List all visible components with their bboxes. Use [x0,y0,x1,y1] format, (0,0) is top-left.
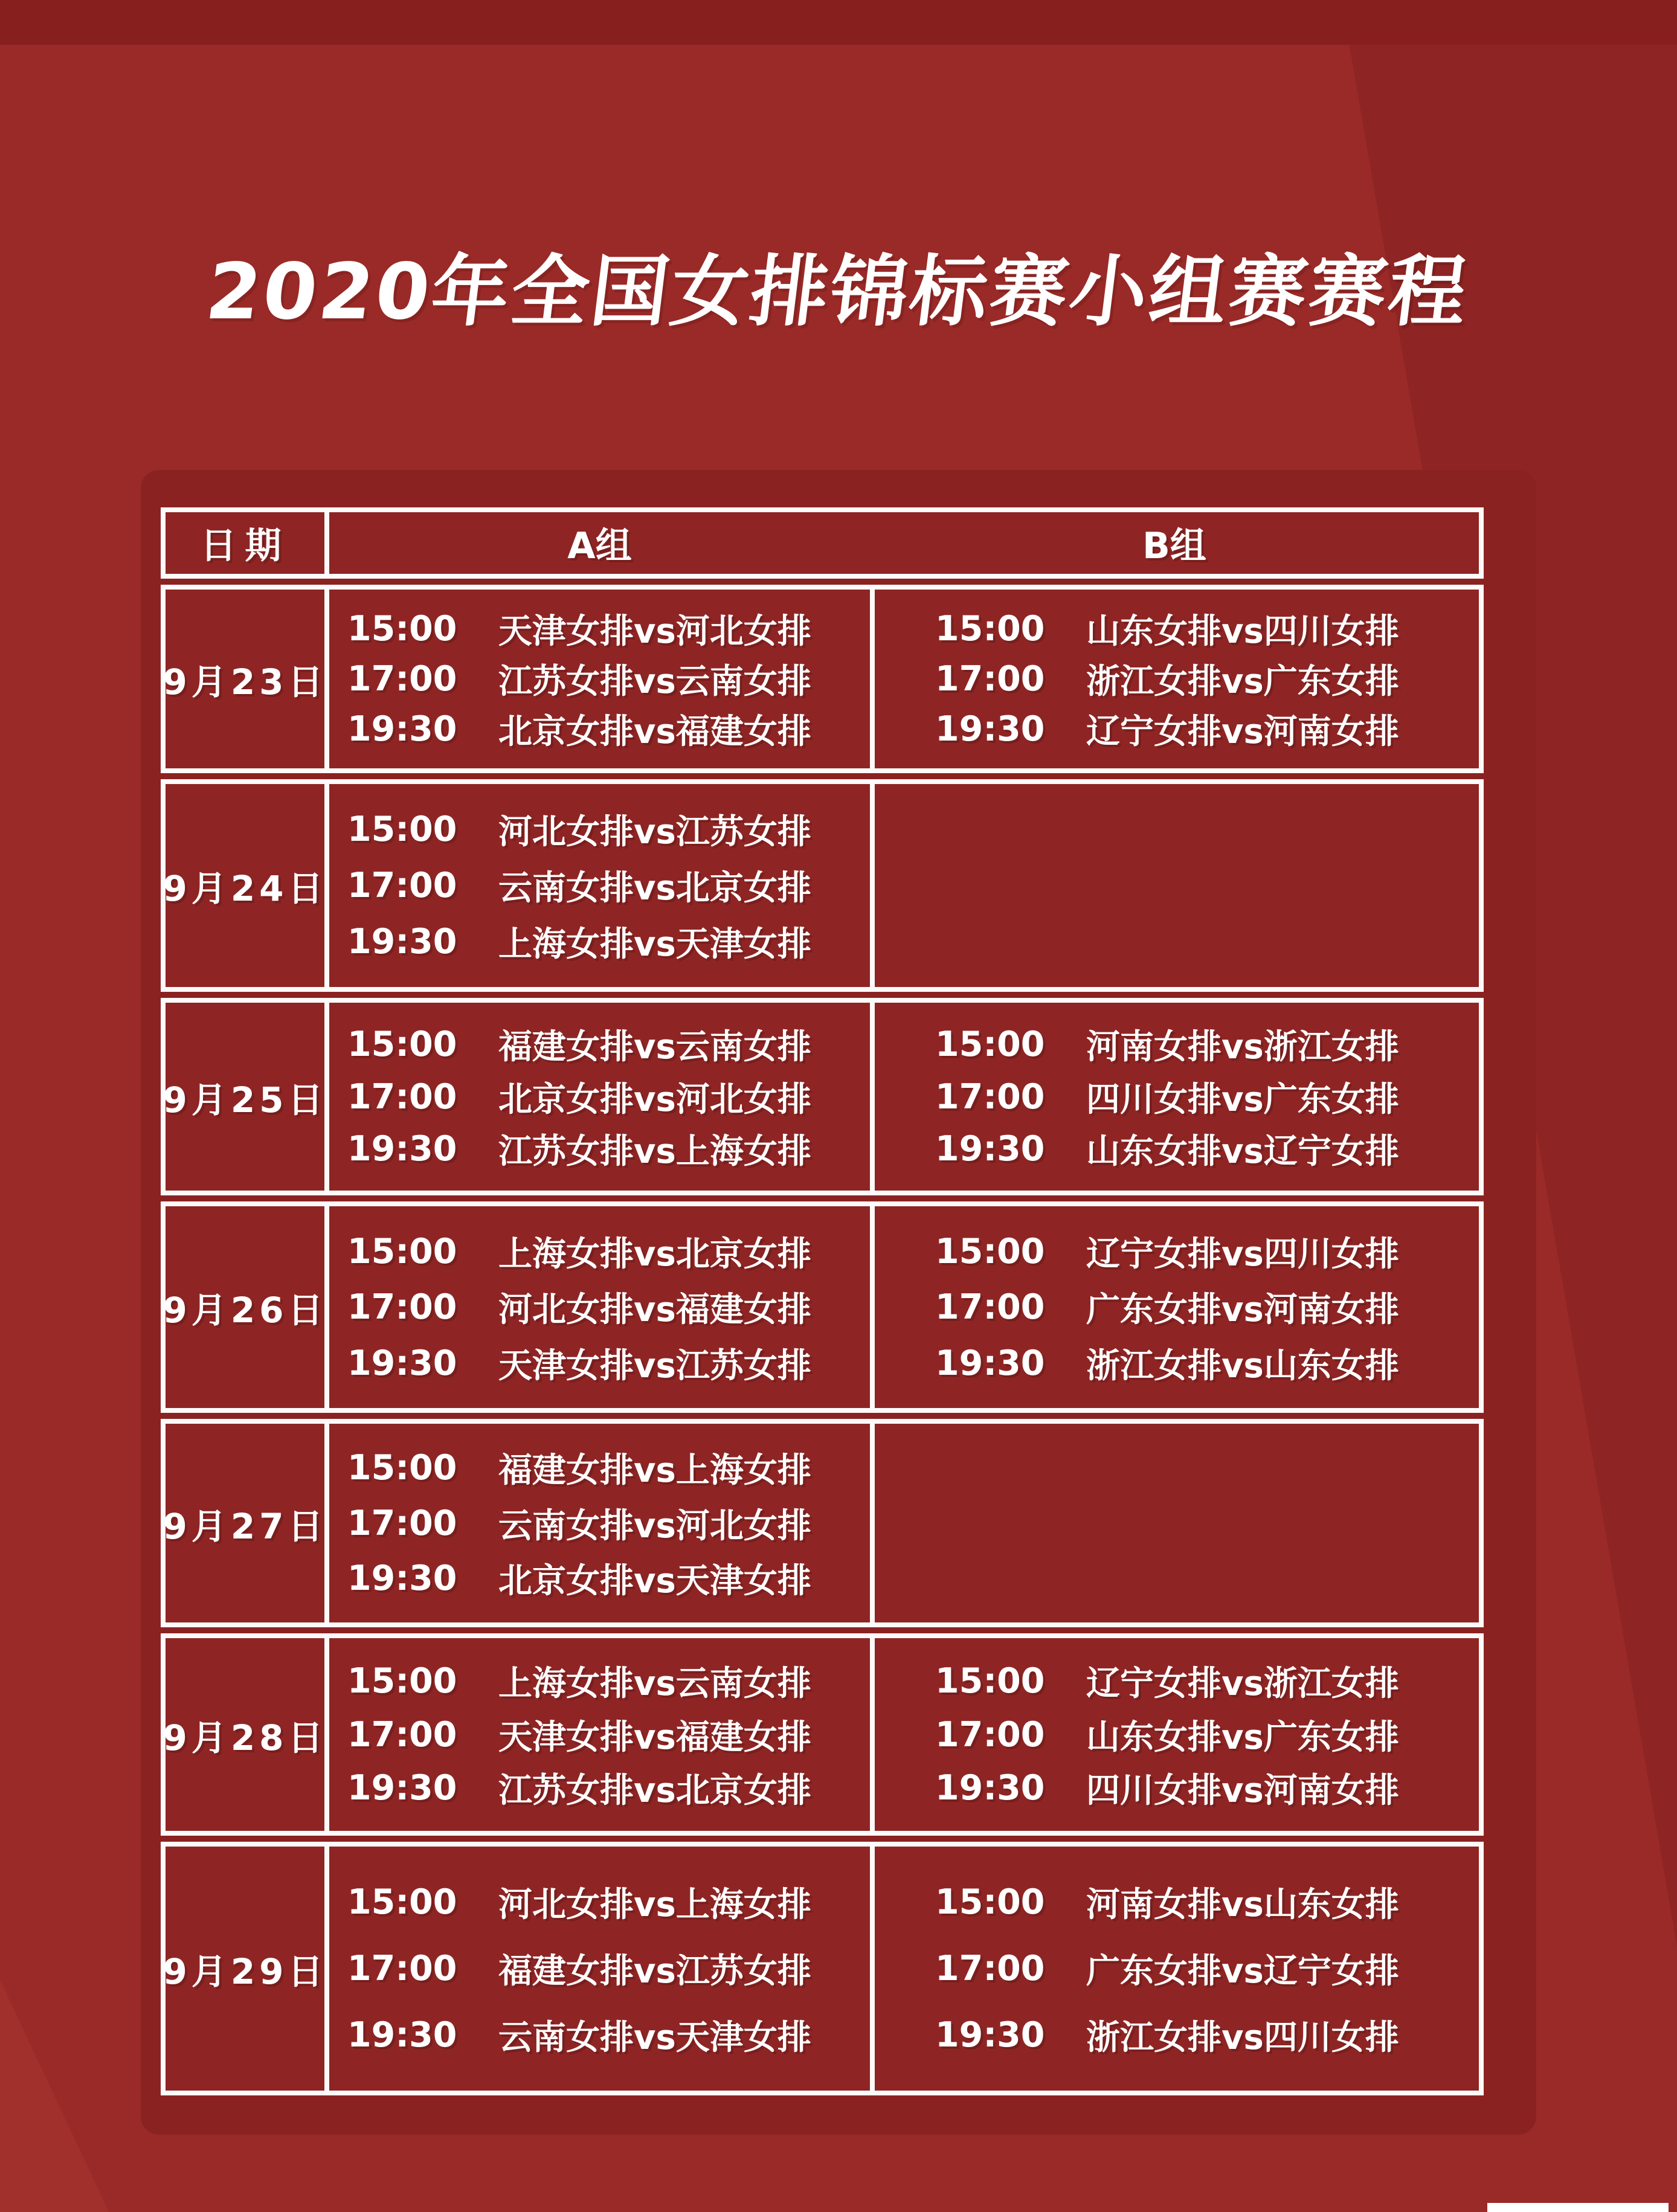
table-row [161,1201,1484,1413]
match-time: 15:00 [935,1661,1045,1701]
group-b-cell [870,1206,1479,1408]
date-cell [163,1847,327,2091]
table-row [161,1633,1484,1836]
match-item [347,805,870,854]
match-item [935,1073,1479,1121]
match-item [935,1125,1479,1173]
match-time: 19:30 [935,1129,1045,1169]
match-time: 15:00 [347,1024,457,1064]
match-item [347,1020,870,1069]
match-teams: 北京女排vs河北女排 [498,1079,811,1119]
date-cell [163,1638,327,1831]
match-teams: 河南女排vs山东女排 [1086,1885,1399,1924]
date-label: 9月27日 [163,1505,327,1547]
date-label: 9月29日 [163,1951,327,1992]
match-item [347,1499,870,1548]
match-time: 15:00 [347,1448,457,1488]
header-group-b: B组 [1142,525,1206,567]
date-cell [163,1003,327,1191]
match-time: 19:30 [347,709,457,749]
match-teams: 江苏女排vs北京女排 [498,1771,811,1811]
match-time: 19:30 [347,1768,457,1809]
match-teams: 山东女排vs辽宁女排 [1086,1132,1399,1172]
match-teams: 河北女排vs福建女排 [498,1290,811,1329]
match-time: 15:00 [935,1882,1045,1922]
match-time: 19:30 [347,1129,457,1169]
match-time: 19:30 [935,709,1045,749]
match-teams: 河南女排vs浙江女排 [1086,1027,1399,1067]
group-a-cell [324,1206,870,1408]
date-label: 9月28日 [163,1717,327,1758]
group-b-cell [870,1847,1479,2091]
match-time: 19:30 [935,1343,1045,1383]
match-teams: 天津女排vs福建女排 [498,1717,811,1757]
match-teams: 上海女排vs云南女排 [498,1664,811,1703]
table-row [161,1419,1484,1627]
header-groups [324,512,1479,574]
match-time: 17:00 [935,1076,1045,1117]
schedule-table [161,507,1484,2095]
match-teams: 上海女排vs北京女排 [498,1234,811,1274]
match-time: 15:00 [935,609,1045,649]
group-a-cell [324,590,870,768]
match-item [935,1764,1479,1812]
match-teams: 广东女排vs河南女排 [1086,1290,1399,1329]
match-teams: 江苏女排vs上海女排 [498,1132,811,1172]
date-cell [163,1424,327,1622]
match-teams: 浙江女排vs四川女排 [1086,2018,1399,2057]
match-time: 19:30 [347,1343,457,1383]
date-cell [163,590,327,768]
match-time: 15:00 [935,1231,1045,1272]
match-item [935,2011,1479,2059]
match-item [347,1554,870,1603]
group-a-cell [324,1003,870,1191]
group-a-cell [324,1638,870,1831]
date-label: 9月23日 [163,661,327,703]
match-item [347,1657,870,1705]
match-item [935,1020,1479,1069]
match-time: 17:00 [935,1949,1045,1989]
match-time: 17:00 [935,1287,1045,1327]
match-time: 17:00 [347,1503,457,1543]
match-item [347,705,870,753]
match-item [935,655,1479,703]
match-teams: 广东女排vs辽宁女排 [1086,1952,1399,1991]
header-group-a: A组 [567,525,632,567]
match-time: 19:30 [347,1558,457,1598]
match-teams: 天津女排vs江苏女排 [498,1346,811,1386]
match-item [935,1944,1479,1993]
match-item [347,1125,870,1173]
match-time: 17:00 [347,866,457,905]
date-cell [163,784,327,987]
match-teams: 福建女排vs江苏女排 [498,1952,811,1991]
match-teams: 天津女排vs河北女排 [498,612,811,651]
title-area [0,230,1677,341]
group-a-cell [324,1424,870,1622]
match-item [347,1878,870,1926]
match-teams: 福建女排vs上海女排 [498,1451,811,1491]
match-time: 17:00 [347,1076,457,1117]
match-time: 15:00 [347,1882,457,1922]
match-time: 15:00 [347,1231,457,1272]
match-item [347,1711,870,1759]
match-item [935,1227,1479,1276]
match-teams: 河北女排vs上海女排 [498,1885,811,1924]
header-date: 日期 [200,525,290,567]
group-a-cell [324,1847,870,2091]
match-item [935,1711,1479,1759]
date-label: 9月26日 [163,1290,327,1331]
match-time: 19:30 [347,922,457,962]
match-teams: 山东女排vs广东女排 [1086,1717,1399,1757]
match-item [935,1283,1479,1331]
group-a-cell [324,784,870,987]
match-item [347,1283,870,1331]
match-time: 17:00 [347,659,457,699]
match-teams: 北京女排vs福建女排 [498,712,811,751]
bottom-right-white-bar [1487,2203,1669,2212]
match-time: 15:00 [347,809,457,849]
match-item [347,1339,870,1387]
match-item [935,1339,1479,1387]
table-row [161,1842,1484,2095]
match-item [347,861,870,910]
match-item [935,605,1479,653]
match-time: 17:00 [935,1714,1045,1755]
match-item [347,2011,870,2059]
match-teams: 浙江女排vs山东女排 [1086,1346,1399,1386]
match-time: 15:00 [347,1661,457,1701]
match-item [347,1944,870,1993]
match-item [347,1227,870,1276]
match-item [347,1444,870,1492]
match-teams: 四川女排vs河南女排 [1086,1771,1399,1811]
group-b-cell [870,590,1479,768]
match-teams: 辽宁女排vs四川女排 [1086,1234,1399,1274]
date-cell [163,1206,327,1408]
page-title: 2020年全国女排锦标赛小组赛赛程 [201,247,1474,337]
match-teams: 云南女排vs北京女排 [498,869,811,908]
match-teams: 云南女排vs河北女排 [498,1506,811,1546]
match-item [347,1073,870,1121]
match-item [347,918,870,966]
group-b-cell [870,1638,1479,1831]
match-teams: 辽宁女排vs浙江女排 [1086,1664,1399,1703]
match-teams: 浙江女排vs广东女排 [1086,662,1399,701]
match-time: 15:00 [347,609,457,649]
match-time: 19:30 [935,1768,1045,1809]
table-row [161,585,1484,773]
match-time: 17:00 [347,1714,457,1755]
match-item [347,1764,870,1812]
group-b-cell-empty [870,1424,1479,1622]
match-teams: 辽宁女排vs河南女排 [1086,712,1399,751]
group-b-cell [870,1003,1479,1191]
match-teams: 河北女排vs江苏女排 [498,812,811,852]
match-teams: 上海女排vs天津女排 [498,925,811,964]
table-row [161,998,1484,1195]
match-teams: 云南女排vs天津女排 [498,2018,811,2057]
top-band [0,0,1677,45]
match-item [347,655,870,703]
match-time: 17:00 [347,1287,457,1327]
date-label: 9月25日 [163,1079,327,1120]
match-time: 19:30 [347,2015,457,2055]
table-row [161,779,1484,992]
match-item [347,605,870,653]
match-item [935,705,1479,753]
match-time: 15:00 [935,1024,1045,1064]
date-label: 9月24日 [163,868,327,909]
table-header-row [161,507,1484,579]
match-time: 17:00 [935,659,1045,699]
match-teams: 江苏女排vs云南女排 [498,662,811,701]
match-teams: 北京女排vs天津女排 [498,1561,811,1601]
match-teams: 福建女排vs云南女排 [498,1027,811,1067]
match-item [935,1657,1479,1705]
group-b-cell-empty [870,784,1479,987]
match-time: 17:00 [347,1949,457,1989]
match-teams: 四川女排vs广东女排 [1086,1079,1399,1119]
match-teams: 山东女排vs四川女排 [1086,612,1399,651]
match-time: 19:30 [935,2015,1045,2055]
match-item [935,1878,1479,1926]
